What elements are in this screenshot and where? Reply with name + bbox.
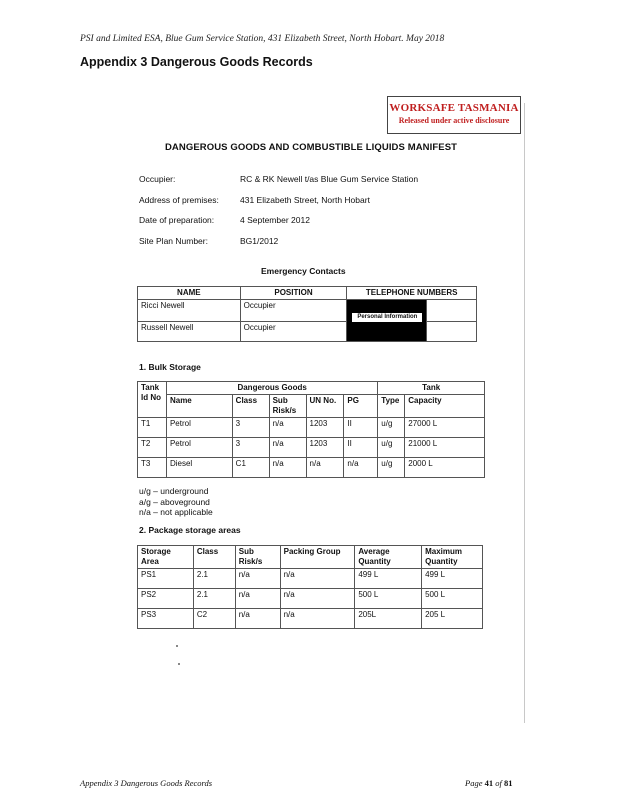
current-page: 41: [484, 778, 494, 788]
page-prefix: Page: [465, 778, 483, 788]
cell: n/a: [344, 458, 378, 478]
page-of: of: [495, 778, 502, 788]
site-plan-value: BG1/2012: [240, 236, 279, 246]
legend-item: n/a – not applicable: [139, 507, 213, 517]
cell: PS3: [138, 609, 194, 629]
cell: n/a: [269, 418, 306, 438]
package-storage-table: [137, 545, 483, 629]
col-header: Maximum Quantity: [422, 546, 483, 569]
cell: 1203: [306, 418, 344, 438]
col-header: TELEPHONE NUMBERS: [347, 287, 477, 300]
contact-position: Occupier: [240, 322, 347, 342]
scan-edge: [524, 103, 525, 723]
cell: T1: [138, 418, 167, 438]
cell: PS2: [138, 589, 194, 609]
contact-phone-cell: [427, 322, 477, 342]
cell: 2.1: [193, 589, 235, 609]
cell: 205L: [355, 609, 422, 629]
cell: 2.1: [193, 569, 235, 589]
col-header: Capacity: [405, 395, 485, 418]
col-header: Storage Area: [138, 546, 194, 569]
cell: u/g: [378, 418, 405, 438]
running-footer: Appendix 3 Dangerous Goods Records: [80, 778, 213, 788]
running-header: PSI and Limited ESA, Blue Gum Service Station, 431 Elizabeth Street, North Hobart. May 2018: [80, 34, 445, 44]
cell: n/a: [280, 609, 355, 629]
col-header: Tank Id No: [138, 382, 167, 418]
cell: n/a: [280, 569, 355, 589]
stamp-subtitle: Released under active disclosure: [398, 116, 510, 125]
cell: 500 L: [422, 589, 483, 609]
col-header: Sub Risk/s: [269, 395, 306, 418]
site-plan-label: Site Plan Number:: [139, 236, 208, 246]
contact-phone-cell: [427, 300, 477, 322]
cell: Diesel: [166, 458, 232, 478]
cell: n/a: [235, 609, 280, 629]
cell: 500 L: [355, 589, 422, 609]
col-header: Class: [193, 546, 235, 569]
group-header: Tank: [378, 382, 485, 395]
bulk-storage-table: [137, 381, 485, 478]
scan-speck: [178, 663, 180, 665]
stamp-title: WORKSAFE TASMANIA: [389, 102, 519, 114]
contact-name: Ricci Newell: [138, 300, 241, 322]
cell: 3: [232, 418, 269, 438]
contact-name: Russell Newell: [138, 322, 241, 342]
col-header: POSITION: [240, 287, 347, 300]
cell: 27000 L: [405, 418, 485, 438]
page-number: [465, 778, 512, 788]
col-header: Packing Group: [280, 546, 355, 569]
cell: n/a: [269, 458, 306, 478]
scan-speck: [176, 645, 178, 647]
cell: II: [344, 438, 378, 458]
cell: u/g: [378, 438, 405, 458]
cell: 499 L: [422, 569, 483, 589]
col-header: PG: [344, 395, 378, 418]
col-header: NAME: [138, 287, 241, 300]
col-header: Sub Risk/s: [235, 546, 280, 569]
cell: u/g: [378, 458, 405, 478]
worksafe-stamp: [387, 96, 521, 134]
cell: II: [344, 418, 378, 438]
emergency-contacts-table: [137, 286, 477, 342]
cell: 205 L: [422, 609, 483, 629]
cell: n/a: [306, 458, 344, 478]
cell: PS1: [138, 569, 194, 589]
abbreviation-legend: [139, 486, 213, 518]
date-label: Date of preparation:: [139, 215, 215, 225]
cell: C1: [232, 458, 269, 478]
cell: n/a: [235, 589, 280, 609]
redaction-label: Personal Information: [351, 312, 423, 323]
address-label: Address of premises:: [139, 195, 219, 205]
cell: T3: [138, 458, 167, 478]
cell: 2000 L: [405, 458, 485, 478]
cell: T2: [138, 438, 167, 458]
cell: Petrol: [166, 418, 232, 438]
page-title: Appendix 3 Dangerous Goods Records: [80, 55, 313, 69]
cell: 3: [232, 438, 269, 458]
occupier-value: RC & RK Newell t/as Blue Gum Service Station: [240, 174, 419, 184]
cell: n/a: [280, 589, 355, 609]
col-header: Name: [166, 395, 232, 418]
contact-position: Occupier: [240, 300, 347, 322]
group-header: Dangerous Goods: [166, 382, 377, 395]
redacted-phone: [347, 300, 427, 342]
col-header: Type: [378, 395, 405, 418]
legend-item: a/g – aboveground: [139, 496, 210, 507]
col-header: UN No.: [306, 395, 344, 418]
cell: C2: [193, 609, 235, 629]
col-header: Class: [232, 395, 269, 418]
cell: 1203: [306, 438, 344, 458]
emergency-heading: Emergency Contacts: [261, 266, 346, 276]
col-header: Average Quantity: [355, 546, 422, 569]
legend-item: u/g – underground: [139, 486, 209, 496]
cell: Petrol: [166, 438, 232, 458]
cell: 21000 L: [405, 438, 485, 458]
package-storage-heading: 2. Package storage areas: [139, 525, 241, 535]
bulk-storage-heading: 1. Bulk Storage: [139, 362, 201, 372]
occupier-label: Occupier:: [139, 174, 176, 184]
cell: 499 L: [355, 569, 422, 589]
cell: n/a: [269, 438, 306, 458]
date-value: 4 September 2012: [240, 215, 310, 225]
manifest-title: DANGEROUS GOODS AND COMBUSTIBLE LIQUIDS MANIFEST: [164, 142, 458, 153]
address-value: 431 Elizabeth Street, North Hobart: [240, 195, 370, 205]
cell: n/a: [235, 569, 280, 589]
total-pages: 81: [503, 778, 513, 788]
